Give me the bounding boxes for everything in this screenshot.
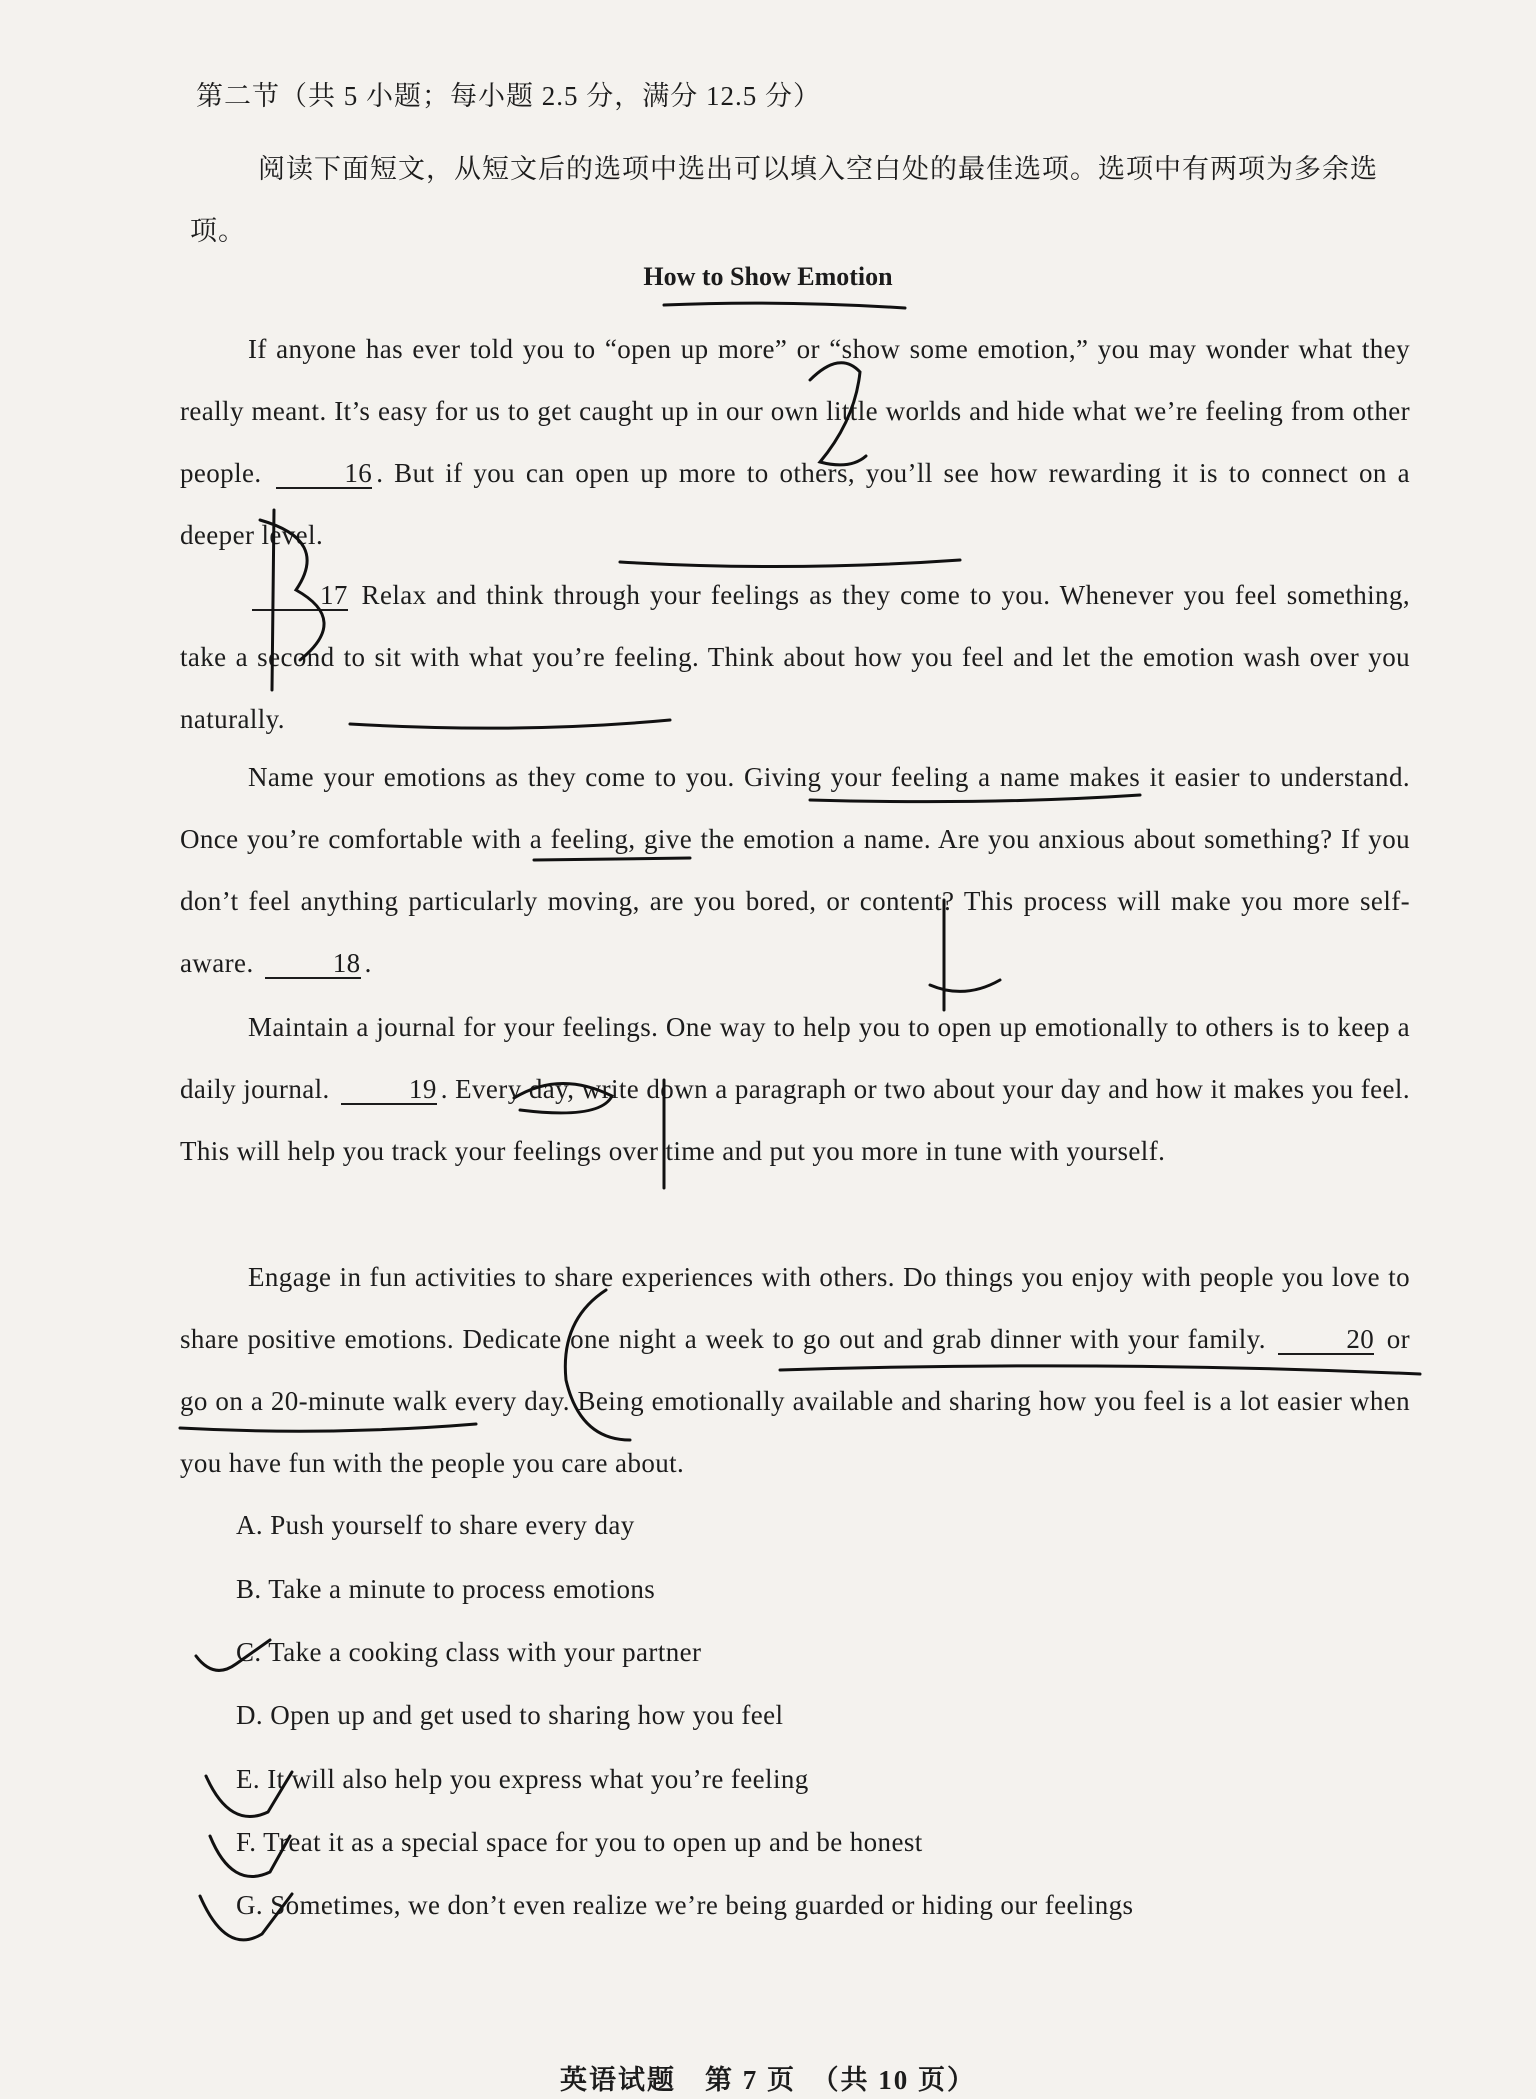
- paragraph-2: [180, 564, 1410, 750]
- passage-title: How to Show Emotion: [643, 262, 893, 291]
- page-footer: 英语试题 第 7 页 （共 10 页）: [560, 2065, 976, 2095]
- paragraph-3-end: .: [364, 948, 372, 978]
- paragraph-4-text-b: . Every day, write down a paragraph or two about your day and how it makes you feel. This will help you track your feelings over time and put you more in tune with yourself.: [180, 1074, 1410, 1166]
- option-c[interactable]: C. Take a cooking class with your partner: [236, 1637, 702, 1667]
- blank-19[interactable]: 19: [341, 1075, 437, 1105]
- option-b[interactable]: B. Take a minute to process emotions: [236, 1574, 656, 1604]
- blank-17[interactable]: 17: [252, 581, 348, 611]
- paragraph-3-text: Name your emotions as they come to you. Giving your feeling a name makes it easier to understand. Once you’re comfortable with a feeling, give the emotion a name. Are you anxious about something? If you don’t feel anything particularly moving, are you bored, or content? This process will make you more self-aware.: [180, 762, 1410, 978]
- paragraph-5-text-b: or go on a 20-minute walk every day. Being emotionally available and sharing how you feel is a lot easier when you have fun with the people you care about.: [180, 1324, 1410, 1478]
- paragraph-5: [180, 1246, 1410, 1494]
- paragraph-1: [180, 318, 1410, 566]
- blank-20[interactable]: 20: [1278, 1325, 1374, 1355]
- paragraph-5-text-a: Engage in fun activities to share experiences with others. Do things you enjoy with people you love to share positive emotions. Dedicate one night a week to go out and grab dinner with your family.: [180, 1262, 1410, 1354]
- paragraph-3: [180, 746, 1410, 994]
- paragraph-4: [180, 996, 1410, 1182]
- title-underline-mark: [664, 303, 905, 308]
- instruction-text: 阅读下面短文，从短文后的选项中选出可以填入空白处的最佳选项。选项中有两项为多余选项。: [190, 154, 1378, 246]
- blank-16[interactable]: 16: [276, 459, 372, 489]
- section-heading: 第二节（共 5 小题；每小题 2.5 分，满分 12.5 分）: [196, 81, 821, 111]
- paragraph-4-text-a: Maintain a journal for your feelings. One way to help you to open up emotionally to others is to keep a daily journal.: [180, 1012, 1410, 1104]
- option-a[interactable]: A. Push yourself to share every day: [236, 1510, 635, 1540]
- option-g[interactable]: G. Sometimes, we don’t even realize we’re being guarded or hiding our feelings: [236, 1890, 1134, 1920]
- option-e[interactable]: E. It will also help you express what you’re feeling: [236, 1764, 809, 1794]
- paragraph-1-text-a: If anyone has ever told you to “open up more” or “show some emotion,” you may wonder what they really meant. It’s easy for us to get caught up in our own little worlds and hide what we’re feeling from other people.: [180, 334, 1410, 488]
- option-f[interactable]: F. Treat it as a special space for you to open up and be honest: [236, 1827, 923, 1857]
- paragraph-1-text-b: . But if you can open up more to others, you’ll see how rewarding it is to connect on a deeper level.: [180, 458, 1410, 550]
- blank-18[interactable]: 18: [265, 949, 361, 979]
- option-d[interactable]: D. Open up and get used to sharing how you feel: [236, 1700, 784, 1730]
- paragraph-2-text: Relax and think through your feelings as they come to you. Whenever you feel something, take a second to sit with what you’re feeling. Think about how you feel and let the emotion wash over you naturally.: [180, 580, 1410, 734]
